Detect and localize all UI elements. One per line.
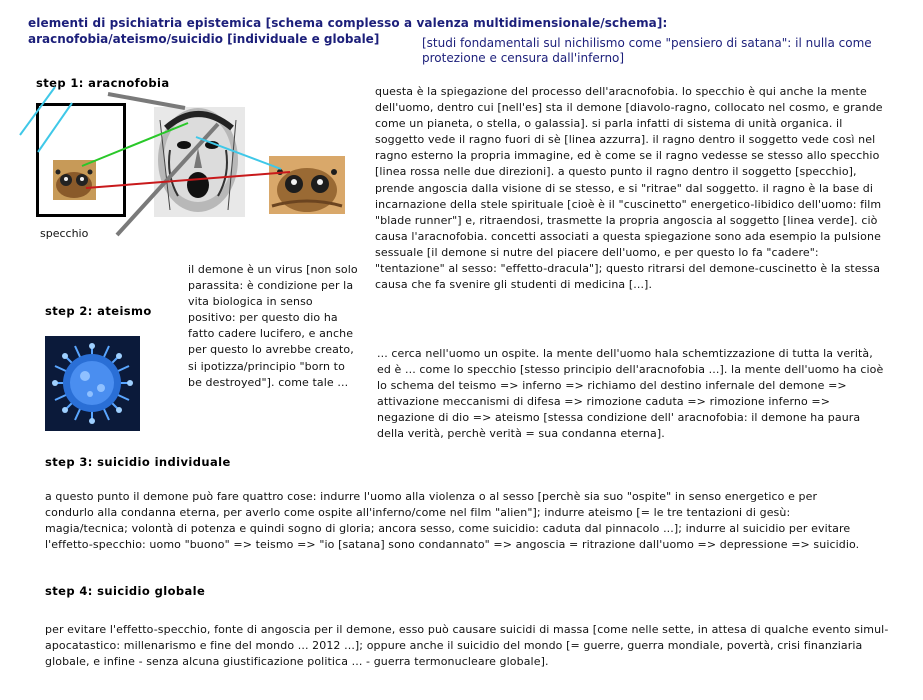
- step4-text: per evitare l'effetto-specchio, fonte di angoscia per il demone, esso può causare suicidi di massa [come nelle sette, in attesa di qualche evento simul-apocatastico: millenarismo e fine del mondo ... 2012 ...]; oppure anche il suicidio del mondo [= guerre, guerra mondiale, povertà, crisi finanziaria globale, e infine - senza alcuna giustificazione politica ... - guerra termonucleare globale].: [45, 623, 889, 669]
- aracnofobia-diagram: [0, 80, 360, 250]
- page-title: elementi di psichiatria epistemica [schema complesso a valenza multidimensionale/schema]:: [28, 16, 668, 30]
- reflection-line-2: [38, 103, 72, 152]
- outer-spider-image: [269, 156, 345, 214]
- step2-heading: step 2: ateismo: [45, 304, 152, 318]
- page-subtitle-note: [studi fondamentali sul nichilismo come "pensiero di satana": il nulla come protezione e censura dall'inferno]: [422, 36, 872, 65]
- step3-text: a questo punto il demone può fare quattro cose: indurre l'uomo alla violenza o al sesso [perchè sia suo "ospite" in senso energetico e per condurlo alla condanna eterna, per averlo come ospite all'inferno/come nel film "alien"]; indurre ateismo [= le tre tentazioni di gesù: magia/tecnica; volontà di potenza e quindi sogno di gloria; ancora sesso, come suicidio: caduta dal pinnacolo ...]; indurre al suicidio per evitare l'effetto-specchio: uomo "buono" => teismo => "io [satana] sono condannato" => angoscia = ritrazione dall'uomo => depressione => suicidio.: [45, 490, 860, 552]
- screaming-face-image: [154, 107, 245, 217]
- virus-image: [45, 336, 140, 431]
- step4-heading: step 4: suicidio globale: [45, 584, 206, 598]
- step1-text: questa è la spiegazione del processo dell'aracnofobia. lo specchio è qui anche la mente dell'uomo, dentro cui [nell'es] sta il demone [diavolo-ragno, collocato nel cosmo, e grande come un pianeta, o stella, o galassia]. si parla infatti di sistema di unità organica. il soggetto vede il ragno fuori di sè [linea azzurra]. il ragno dentro il soggetto vede così nel ragno esterno la propria immagine, ed è come se il ragno vedesse se stesso allo specchio [linea rossa nelle due direzioni]. a questo punto il ragno dentro il soggetto [specchio], prende angoscia dalla visione di se stesso, e si "ritrae" dal soggetto. il ragno è la base di incarnazione della stele spirituale [cioè è il "cuscinetto" energetico-libidico dell'uomo: film "blade runner"] e, ritraendosi, trasmette la propria angoscia al soggetto [linea verde]. ciò causa l'aracnofobia. concetti associati a questa spiegazione sono ada esempio la pulsione sessuale [il demone si nutre del piacere dell'uomo, e per questo lo fa "cadere": "tentazione" al sesso: "effetto-dracula"]; questo ritrarsi del demone-cuscinetto è la stessa causa che fa svenire gli studenti di medicina [...].: [375, 85, 883, 292]
- step2-virus-text: il demone è un virus [non solo parassita: è condizione per la vita biologica in senso positivo: per questo dio ha fatto cadere lucifero, e anche per questo lo avrebbe creato, si ipotizza/principio "born to be destroyed"]. come tale ...: [188, 263, 358, 389]
- page-subtitle-topic: aracnofobia/ateismo/suicidio [individuale e globale]: [28, 32, 380, 46]
- step2-text: ... cerca nell'uomo un ospite. la mente dell'uomo hala schemtizzazione di tutta la verità, ed è ... come lo specchio [stesso principio dell'aracnofobia ...]. la mente dell'uomo ha cioè lo schema del teismo => inferno => richiamo del destino infernale del demone => attivazione meccanismi di difesa => rimozione caduta => rimozione inferno => negazione di dio => ateismo [stessa condizione dell' aracnofobia: il demone ha paura della verità, perchè verità = sua condanna eterna].: [377, 347, 884, 441]
- step1-heading: step 1: aracnofobia: [36, 76, 170, 90]
- inner-spider-image: [53, 160, 96, 200]
- step3-heading: step 3: suicidio individuale: [45, 455, 231, 469]
- mirror-label: specchio: [40, 227, 89, 240]
